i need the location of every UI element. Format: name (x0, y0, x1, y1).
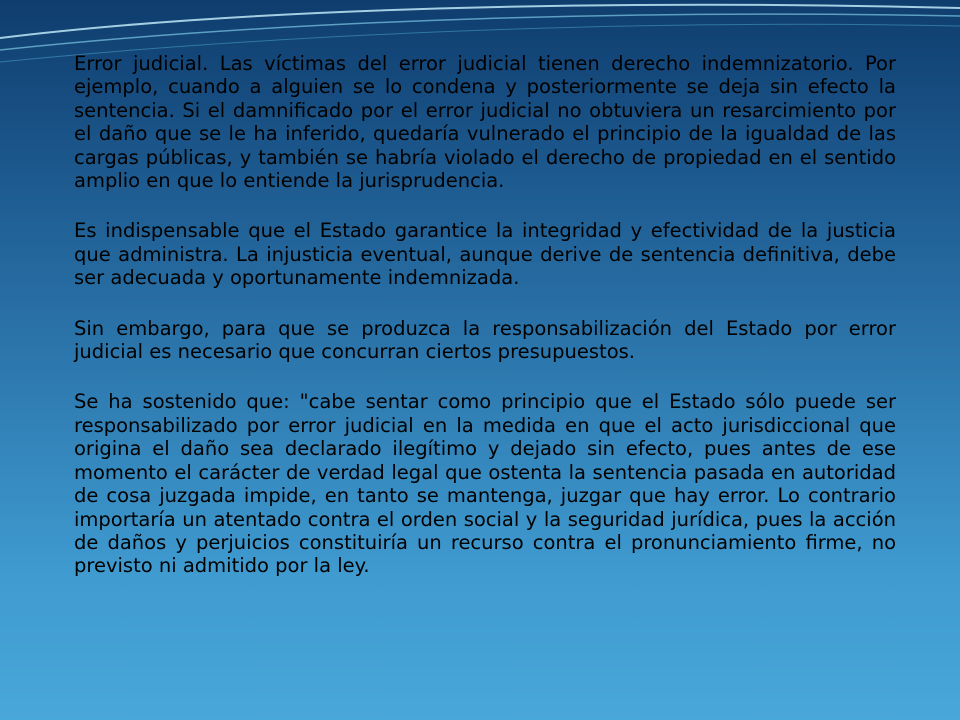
paragraph-error-judicial (74, 52, 896, 192)
paragraph-text: Las víctimas del error judicial tienen derecho indemnizatorio. Por ejemplo, cuando a alguien se lo condena y posteriormente se deja sin efecto la sentencia. Si el damnificado por el error judicial no obtuviera un resarcimiento por el daño que se le ha inferido, quedaría vulnerado el principio de la igualdad de las cargas públicas, y también se habría violado el derecho de propiedad en el sentido amplio en que lo entiende la jurisprudencia. (74, 52, 896, 193)
paragraph-indispensable: Es indispensable que el Estado garantice la integridad y efectividad de la justicia que administra. La injusticia eventual, aunque derive de sentencia definitiva, debe ser adecuada y oportunamente indemnizada. (74, 219, 896, 290)
paragraph-sin-embargo: Sin embargo, para que se produzca la responsabilización del Estado por error judicial es necesario que concurran ciertos presupuestos. (74, 316, 896, 364)
paragraph-se-ha-sostenido: Se ha sostenido que: "cabe sentar como principio que el Estado sólo puede ser responsabilizado por error judicial en la medida en que el acto jurisdiccional que origina el daño sea declarado ilegítimo y dejado sin efecto, pues antes de ese momento el carácter de verdad legal que ostenta la sentencia pasada en autoridad de cosa juzgada impide, en tanto se mantenga, juzgar que hay error. Lo contrario importaría un atentado contra el orden social y la seguridad jurídica, pues la acción de daños y perjuicios constituiría un recurso contra el pronunciamiento firme, no previsto ni admitido por la ley. (74, 390, 896, 578)
slide-body (74, 52, 896, 605)
paragraph-lead: Error judicial. (74, 52, 209, 75)
